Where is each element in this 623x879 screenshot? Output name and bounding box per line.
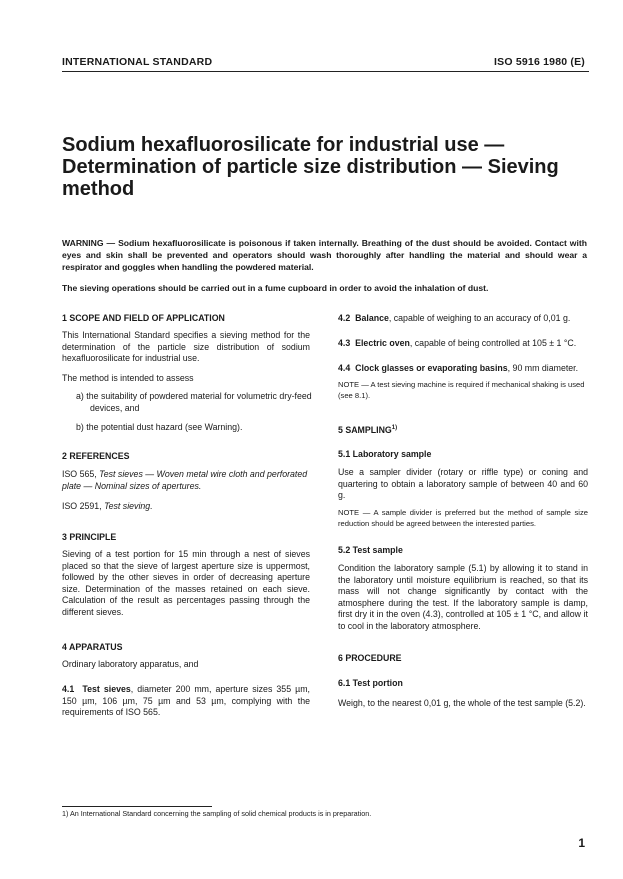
section-6-1-paragraph: Weigh, to the nearest 0,01 g, the whole of the test sample (5.2). bbox=[338, 698, 586, 708]
header-rule bbox=[62, 71, 589, 72]
footnote: 1) An International Standard concerning the sampling of solid chemical products is in preparation. bbox=[62, 809, 372, 818]
section-5-2-heading: 5.2 Test sample bbox=[338, 545, 403, 555]
section-5-heading-text: 5 SAMPLING bbox=[338, 424, 392, 435]
standard-type-label: INTERNATIONAL STANDARD bbox=[62, 56, 213, 68]
section-5-2-paragraph: Condition the laboratory sample (5.1) by allowing it to stand in the laboratory until moisture equilibrium is reached, so that its mass will not change significantly by contact with the atmosphere during the test. If the laboratory sample is damp, first dry it in the oven (4.3), controlled at 105 ± 1 °C, and allow it to cool in the laboratory atmosphere. bbox=[338, 563, 588, 631]
section-6-1-heading: 6.1 Test portion bbox=[338, 678, 403, 688]
item-4-4-label: Clock glasses or evaporating basins bbox=[355, 363, 508, 373]
document-title: Sodium hexafluorosilicate for industrial use — Determination of particle size distribution — Sieving method bbox=[62, 134, 559, 200]
section-4-heading: 4 APPARATUS bbox=[62, 642, 123, 652]
reference-iso-565-code: ISO 565, bbox=[62, 469, 100, 479]
item-4-2-text: , capable of weighing to an accuracy of 0,01 g. bbox=[388, 313, 571, 323]
section-3-heading: 3 PRINCIPLE bbox=[62, 532, 117, 542]
warning-paragraph: WARNING — Sodium hexafluorosilicate is poisonous if taken internally. Breathing of the dust should be avoided. Contact with eyes and skin shall be prevented and operators should wash thoroughly after handling the material and should wear a respirator and goggles when handling the powdered material. bbox=[62, 238, 587, 272]
reference-iso-2591 bbox=[62, 501, 310, 513]
item-4-2 bbox=[338, 313, 588, 325]
section-2-heading: 2 REFERENCES bbox=[62, 451, 130, 461]
section-1-paragraph: This International Standard specifies a sieving method for the determination of the particle size distribution of sodium hexafluorosilicate for industrial use. bbox=[62, 330, 310, 363]
reference-iso-2591-title: Test sieving. bbox=[104, 501, 153, 511]
section-3-paragraph: Sieving of a test portion for 15 min through a nest of sieves placed so that the sieve of largest aperture size is uppermost, followed by the other sieves in order of decreasing aperture size. Determination of the masses retained on each sieve. Calculation of the result as percentages passing through the different sieves. bbox=[62, 549, 310, 617]
item-4-3 bbox=[338, 338, 588, 350]
item-4-4-text: , 90 mm diameter. bbox=[507, 363, 579, 373]
item-4-4 bbox=[338, 363, 588, 375]
footnote-ref-1: 1) bbox=[391, 425, 398, 431]
section-5-heading bbox=[338, 423, 588, 436]
standard-number: ISO 5916 1980 (E) bbox=[494, 56, 585, 68]
section-5-1-paragraph: Use a sampler divider (rotary or riffle type) or coning and quartering to obtain a laboratory sample of between 40 and 60 g. bbox=[338, 467, 588, 500]
reference-iso-565 bbox=[62, 469, 310, 492]
reference-iso-565-title: Test sieves — Woven metal wire cloth and perforated plate — Nominal sizes of apertures. bbox=[62, 469, 308, 491]
section-4-intro: Ordinary laboratory apparatus, and bbox=[62, 659, 199, 669]
section-1-item-a: a) the suitability of powdered material for volumetric dry-feed devices, and bbox=[76, 391, 312, 413]
item-4-2-number: 4.2 bbox=[338, 313, 351, 323]
section-5-1-note: NOTE — A sample divider is preferred but the method of sample size reduction should be agreed between the interested parties. bbox=[338, 508, 588, 528]
sieving-note: The sieving operations should be carried out in a fume cupboard in order to avoid the inhalation of dust. bbox=[62, 283, 489, 293]
section-1-item-b: b) the potential dust hazard (see Warning). bbox=[76, 422, 243, 432]
footnote-rule bbox=[62, 806, 212, 807]
section-4-note: NOTE — A test sieving machine is required if mechanical shaking is used (see 8.1). bbox=[338, 380, 585, 400]
item-4-3-label: Electric oven bbox=[355, 338, 410, 348]
item-4-2-label: Balance bbox=[355, 313, 389, 323]
reference-iso-2591-code: ISO 2591, bbox=[62, 501, 105, 511]
page-number: 1 bbox=[578, 836, 585, 850]
item-4-1 bbox=[62, 684, 310, 719]
section-1-intro: The method is intended to assess bbox=[62, 373, 194, 383]
item-4-1-number: 4.1 bbox=[62, 684, 75, 694]
item-4-3-number: 4.3 bbox=[338, 338, 351, 348]
item-4-1-text: , diameter 200 mm, aperture sizes 355 µm, 150 µm, 106 µm, 75 µm and 53 µm, complying with the requirements of ISO 565. bbox=[62, 684, 310, 717]
section-1-heading: 1 SCOPE AND FIELD OF APPLICATION bbox=[62, 313, 225, 323]
section-5-1-heading: 5.1 Laboratory sample bbox=[338, 449, 432, 459]
item-4-1-label: Test sieves bbox=[82, 684, 131, 694]
item-4-3-text: , capable of being controlled at 105 ± 1 °C. bbox=[409, 338, 577, 348]
item-4-4-number: 4.4 bbox=[338, 363, 351, 373]
section-6-heading: 6 PROCEDURE bbox=[338, 653, 402, 663]
